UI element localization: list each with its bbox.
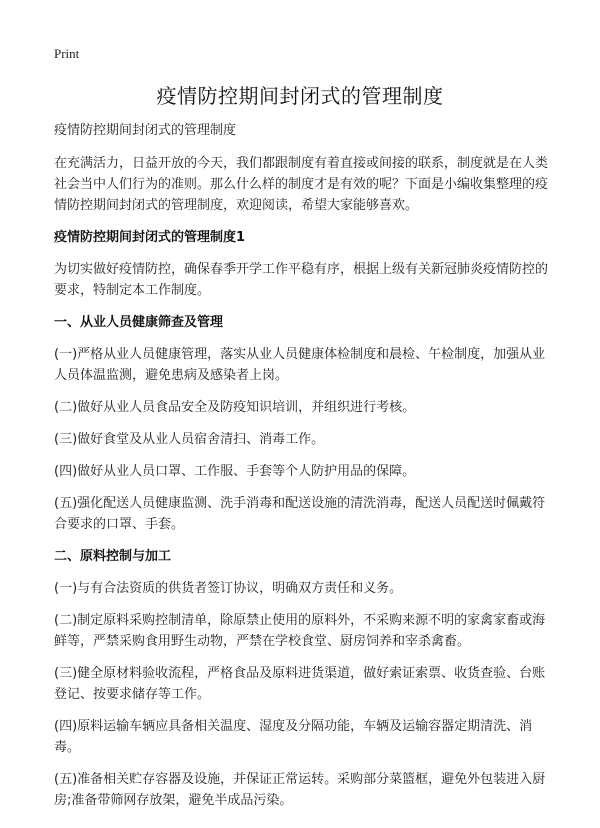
section-intro-paragraph: 为切实做好疫情防控，确保春季开学工作平稳有序，根据上级有关新冠肺炎疫情防控的要求，特制定本工作制度。 xyxy=(54,262,549,298)
part2-item: (三)健全原材料验收流程，严格食品及原料进货渠道，做好索证索票、收货查验、台账登记、按要求储存等工作。 xyxy=(54,666,546,702)
document-title: 疫情防控期间封闭式的管理制度 xyxy=(156,84,444,108)
part1-item: (三)做好食堂及从业人员宿舍清扫、消毒工作。 xyxy=(54,432,325,447)
part1-heading: 一、从业人员健康筛查及管理 xyxy=(54,315,224,330)
part2-item: (五)准备相关贮存容器及设施，并保证正常运转。采购部分菜篮框，避免外包装进入厨房;准备带筛网存放架，避免半成品污染。 xyxy=(54,772,546,808)
part1-item: (一)严格从业人员健康管理，落实从业人员健康体检制度和晨检、午检制度，加强从业人员体温监测，避免患病及感染者上岗。 xyxy=(54,347,546,383)
part2-item: (一)与有合法资质的供货者签订协议，明确双方责任和义务。 xyxy=(54,581,403,596)
intro-paragraph: 在充满活力，日益开放的今天，我们都跟制度有着直接或间接的联系，制度就是在人类社会当中人们行为的准则。那么什么样的制度才是有效的呢？下面是小编收集整理的疫情防控期间封闭式的管理制度，欢迎阅读，希望大家能够喜欢。 xyxy=(54,156,549,213)
part2-item: (二)制定原料采购控制清单，除原禁止使用的原料外，不采购来源不明的家禽家畜或海鲜等，严禁采购食用野生动物，严禁在学校食堂、厨房饲养和宰杀禽畜。 xyxy=(54,613,546,649)
part2-heading: 二、原料控制与加工 xyxy=(54,549,172,564)
section-title: 疫情防控期间封闭式的管理制度1 xyxy=(54,230,246,245)
part2-item: (四)原料运输车辆应具备相关温度、湿度及分隔功能，车辆及运输容器定期清洗、消毒。 xyxy=(54,719,533,755)
part1-item: (二)做好从业人员食品安全及防疫知识培训，并组织进行考核。 xyxy=(54,400,416,415)
document-subtitle: 疫情防控期间封闭式的管理制度 xyxy=(54,123,237,138)
part1-item: (四)做好从业人员口罩、工作服、手套等个人防护用品的保障。 xyxy=(54,464,416,479)
document-body xyxy=(54,120,549,822)
print-link[interactable]: Print xyxy=(54,46,80,61)
part1-item: (五)强化配送人员健康监测、洗手消毒和配送设施的清洗消毒，配送人员配送时佩戴符合要求的口罩、手套。 xyxy=(54,496,546,532)
